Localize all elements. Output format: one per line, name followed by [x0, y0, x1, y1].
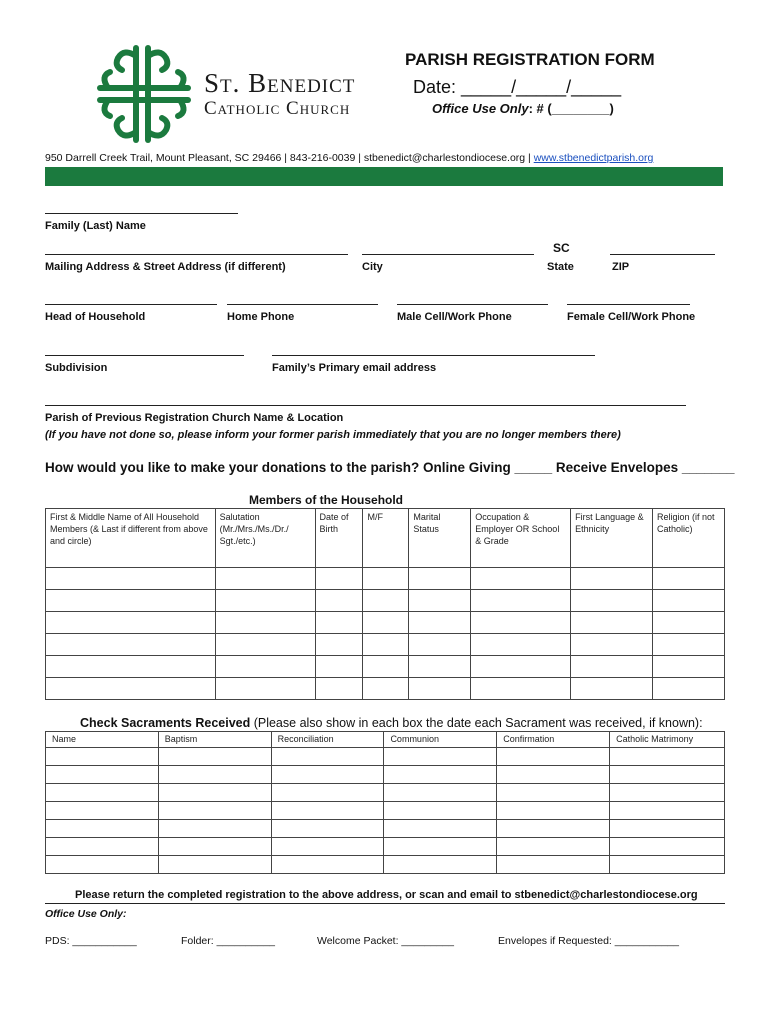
state-value: SC — [553, 241, 570, 255]
table-row[interactable] — [46, 612, 725, 634]
members-header-religion: Religion (if not Catholic) — [653, 509, 725, 568]
office-use-value: : # (________) — [528, 101, 614, 116]
members-header-dob: Date of Birth — [315, 509, 363, 568]
date-field[interactable]: Date: _____/_____/_____ — [413, 77, 622, 97]
return-note: Please return the completed registration to the above address, or scan and email to stbenedict@charlestondiocese.org — [75, 889, 698, 901]
green-banner — [45, 167, 723, 186]
members-title: Members of the Household — [249, 493, 404, 507]
members-header-row — [46, 509, 725, 568]
city-input[interactable] — [362, 254, 534, 255]
zip-input[interactable] — [610, 254, 715, 255]
previous-parish-label: Parish of Previous Registration Church Name & Location — [45, 412, 344, 424]
members-header-sex: M/F — [363, 509, 409, 568]
previous-parish-note: (If you have not done so, please inform your former parish immediately that you are no longer members there) — [45, 429, 621, 441]
members-header-occupation: Occupation & Employer OR School & Grade — [471, 509, 571, 568]
head-of-household-input[interactable] — [45, 304, 217, 305]
office-use-number — [432, 101, 614, 116]
table-row[interactable] — [46, 568, 725, 590]
male-phone-label: Male Cell/Work Phone — [397, 311, 512, 323]
family-name-label: Family (Last) Name — [45, 220, 146, 232]
donations-question[interactable]: How would you like to make your donations to the parish? Online Giving _____ Receive Envelopes _______ — [45, 460, 735, 475]
previous-parish-input[interactable] — [45, 405, 686, 406]
table-row[interactable] — [46, 766, 725, 784]
office-use-label: Office Use Only — [432, 101, 529, 116]
subdivision-input[interactable] — [45, 355, 244, 356]
members-header-salutation: Salutation (Mr./Mrs./Ms./Dr./ Sgt./etc.) — [215, 509, 315, 568]
email-label: Family’s Primary email address — [272, 362, 437, 374]
mailing-address-label: Mailing Address & Street Address (if different) — [45, 261, 286, 273]
table-row[interactable] — [46, 802, 725, 820]
pds-field[interactable]: PDS: ___________ — [45, 935, 137, 947]
office-use-footer-label: Office Use Only: — [45, 908, 127, 920]
zip-label: ZIP — [612, 261, 630, 273]
logo-name: St. Benedict — [204, 68, 356, 98]
table-row[interactable] — [46, 748, 725, 766]
envelopes-field[interactable]: Envelopes if Requested: ___________ — [498, 935, 679, 947]
footer-divider — [45, 903, 725, 904]
folder-field[interactable]: Folder: __________ — [181, 935, 275, 947]
table-row[interactable] — [46, 820, 725, 838]
sacraments-header-communion: Communion — [384, 732, 497, 748]
sacraments-header-confirmation: Confirmation — [497, 732, 610, 748]
contact-text: 950 Darrell Creek Trail, Mount Pleasant, SC 29466 | 843-216-0039 | stbenedict@charlestondiocese.org | — [45, 152, 534, 164]
members-header-name: First & Middle Name of All Household Members (& Last if different from above and circle) — [46, 509, 216, 568]
sacraments-header-row — [46, 732, 725, 748]
sacraments-header-baptism: Baptism — [158, 732, 271, 748]
state-label: State — [547, 261, 574, 273]
members-header-language: First Language & Ethnicity — [571, 509, 653, 568]
welcome-packet-field[interactable]: Welcome Packet: _________ — [317, 935, 454, 947]
logo-subname: Catholic Church — [204, 98, 351, 119]
website-link[interactable]: www.stbenedictparish.org — [533, 152, 654, 164]
table-row[interactable] — [46, 856, 725, 874]
sacraments-header-matrimony: Catholic Matrimony — [610, 732, 725, 748]
female-phone-label: Female Cell/Work Phone — [567, 311, 696, 323]
table-row[interactable] — [46, 590, 725, 612]
sacraments-header-reconciliation: Reconciliation — [271, 732, 384, 748]
email-input[interactable] — [272, 355, 595, 356]
members-header-marital: Marital Status — [409, 509, 471, 568]
subdivision-label: Subdivision — [45, 362, 108, 374]
female-phone-input[interactable] — [567, 304, 690, 305]
form-title: PARISH REGISTRATION FORM — [405, 50, 655, 69]
sacraments-header-name: Name — [46, 732, 159, 748]
table-row[interactable] — [46, 656, 725, 678]
male-phone-input[interactable] — [397, 304, 548, 305]
sacraments-title — [80, 716, 703, 730]
members-table — [45, 508, 725, 700]
table-row[interactable] — [46, 634, 725, 656]
home-phone-input[interactable] — [227, 304, 378, 305]
contact-line — [45, 152, 653, 164]
mailing-address-input[interactable] — [45, 254, 348, 255]
home-phone-label: Home Phone — [227, 311, 295, 323]
family-name-input[interactable] — [45, 213, 238, 214]
head-of-household-label: Head of Household — [45, 311, 146, 323]
table-row[interactable] — [46, 678, 725, 700]
sacraments-title-bold: Check Sacraments Received — [80, 716, 251, 730]
city-label: City — [362, 261, 383, 273]
table-row[interactable] — [46, 838, 725, 856]
table-row[interactable] — [46, 784, 725, 802]
church-logo — [96, 44, 371, 146]
sacraments-table — [45, 731, 725, 874]
cross-logo-icon — [96, 44, 192, 144]
sacraments-title-rest: (Please also show in each box the date each Sacrament was received, if known): — [250, 716, 703, 730]
